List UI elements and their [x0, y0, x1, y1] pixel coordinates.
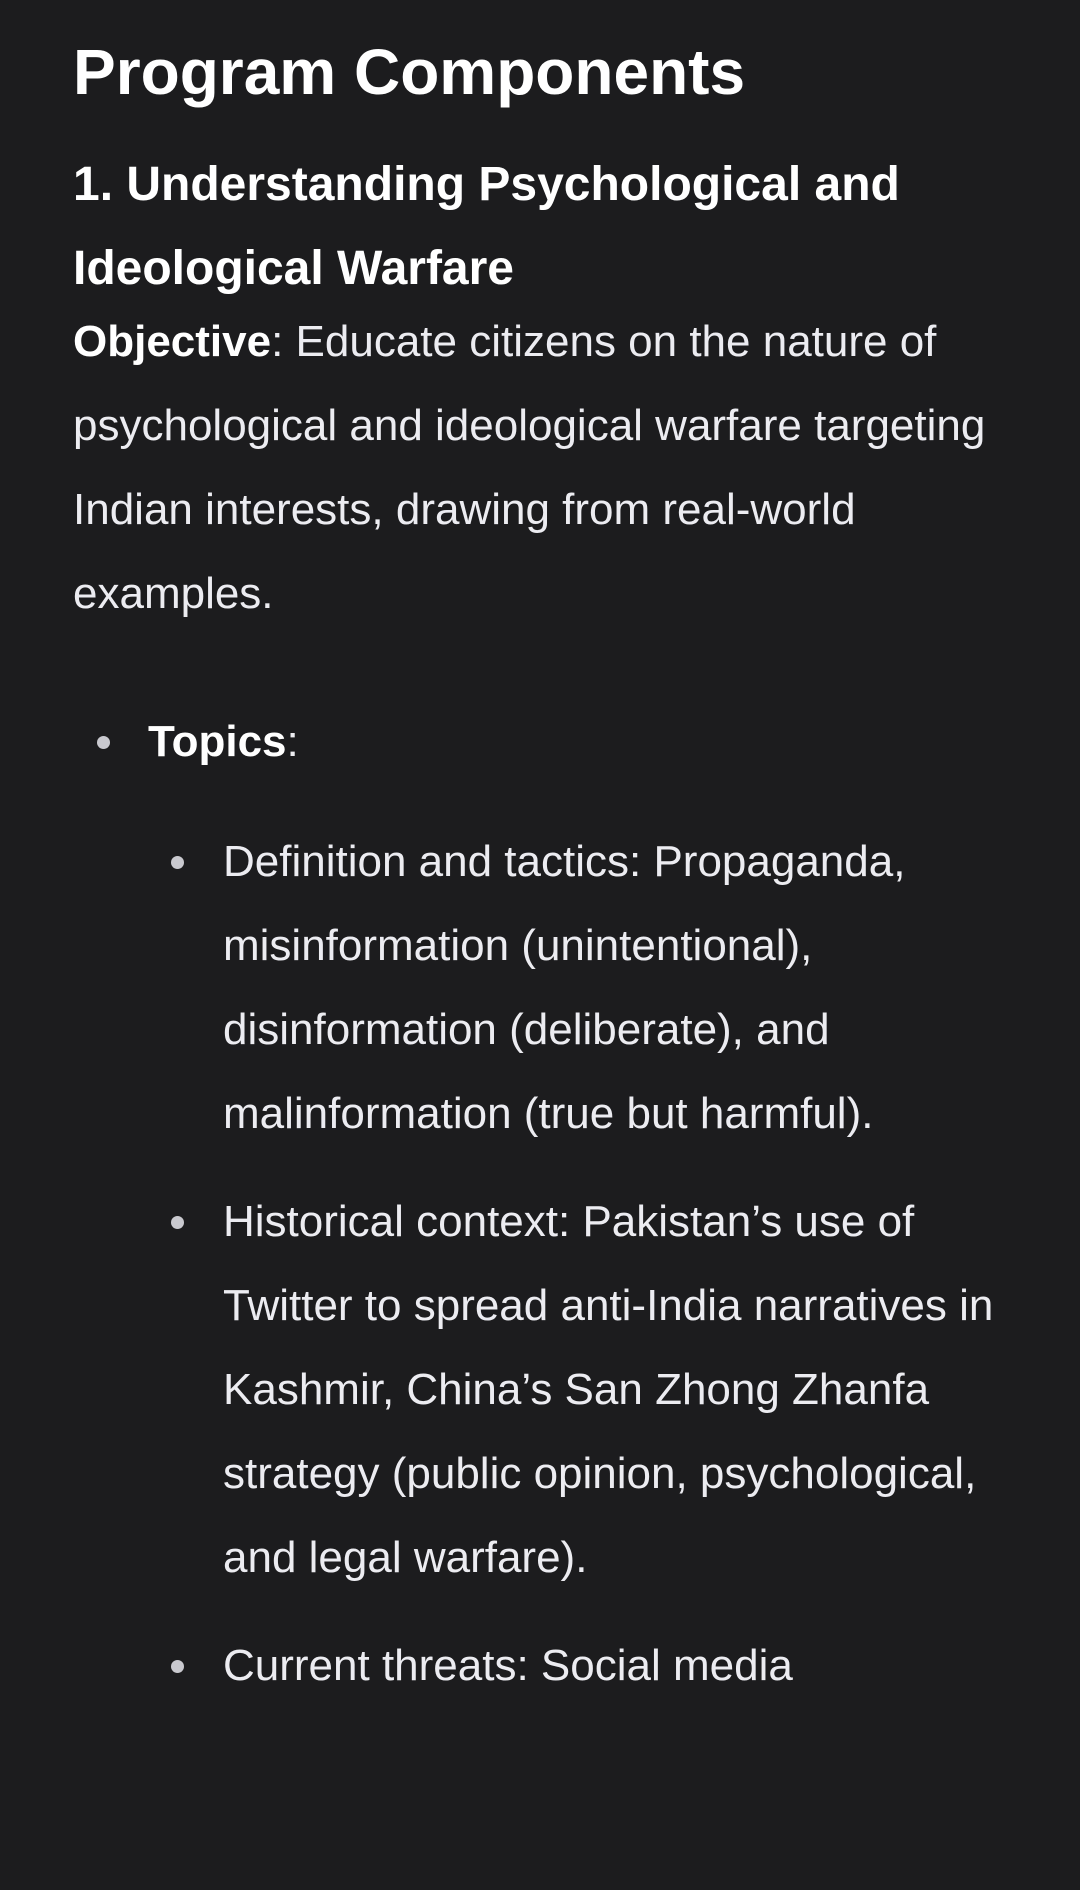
list-item [73, 820, 1003, 1156]
bullet-icon [167, 1180, 187, 1264]
objective-label: Objective [73, 317, 272, 366]
bullet-icon [167, 1624, 187, 1708]
list-item-text: Current threats: Social media [223, 1641, 793, 1690]
objective-paragraph [73, 300, 1008, 636]
list-item [73, 1180, 1003, 1600]
list-item-text: Definition and tactics: Propaganda, misinformation (unintentional), disinformation (deliberate), and malinformation (true but harmful). [223, 837, 906, 1138]
list-item [73, 1624, 1003, 1708]
objective-text: : Educate citizens on the nature of psychological and ideological warfare targeting Indian interests, drawing from real-world examples. [73, 317, 986, 618]
topics-sub-list [73, 820, 1013, 1708]
topics-item [73, 700, 1013, 1708]
page-title: Program Components [73, 36, 746, 108]
topics-label: Topics [148, 717, 287, 766]
topics-heading-row [73, 700, 1013, 784]
topics-list [73, 700, 1013, 1732]
section-heading: 1. Understanding Psychological and Ideological Warfare [73, 158, 900, 295]
bullet-icon [93, 700, 113, 784]
bullet-icon [167, 820, 187, 904]
list-item-text: Historical context: Pakistan’s use of Twitter to spread anti-India narratives in Kashmir, China’s San Zhong Zhanfa strategy (public opinion, psychological, and legal warfare). [223, 1197, 994, 1582]
topics-colon: : [286, 717, 299, 766]
